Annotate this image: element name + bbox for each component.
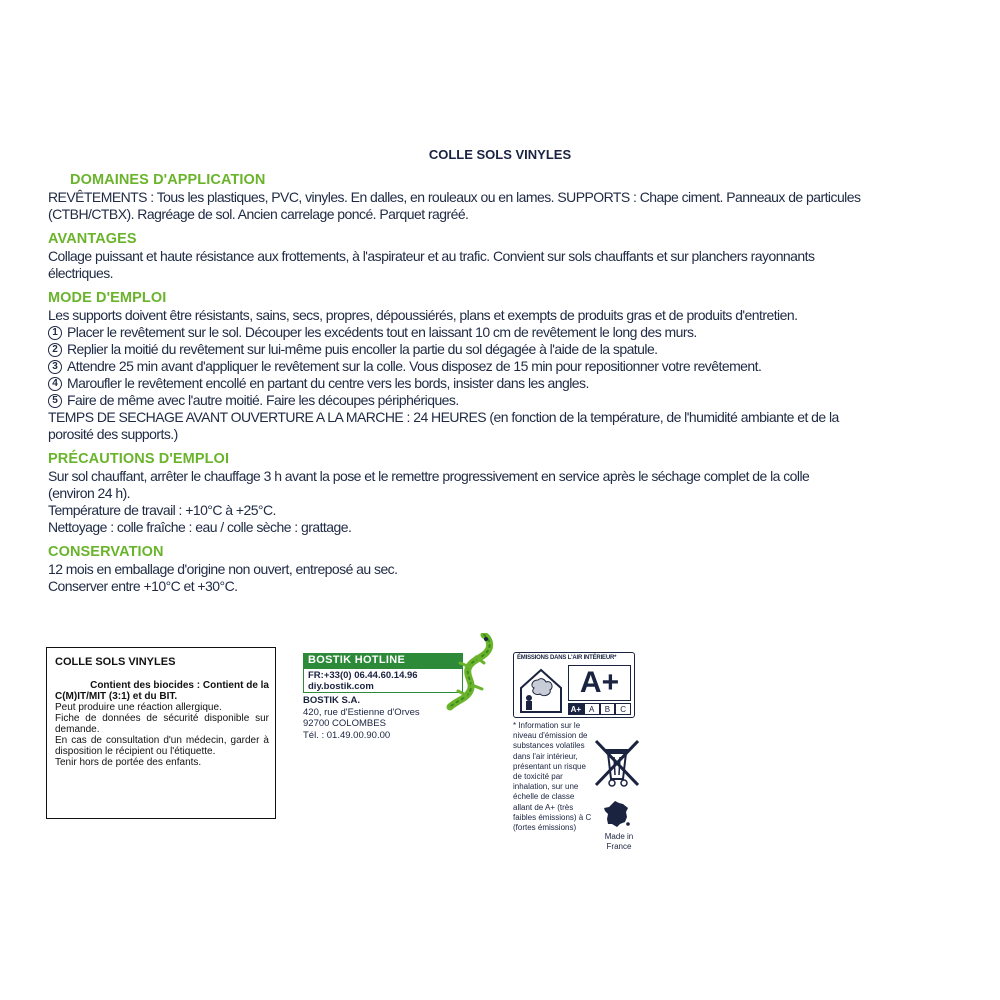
page-title: COLLE SOLS VINYLES [428, 147, 572, 162]
address-line: 420, rue d'Estienne d'Orves [303, 706, 420, 718]
section-precautions [48, 451, 968, 536]
section-domaines [48, 172, 968, 223]
hotline-site: diy.bostik.com [308, 681, 374, 692]
drying-line: porosité des supports.) [48, 426, 178, 442]
step-item [48, 324, 968, 341]
phone-line: Tél. : 01.49.00.90.00 [303, 729, 391, 741]
section-heading: PRÉCAUTIONS D'EMPLOI [48, 451, 230, 467]
scale-item: A+ [568, 703, 584, 715]
emission-grade: A+ [568, 665, 631, 701]
section-mode-emploi [48, 290, 968, 443]
label-text: Tenir hors de portée des enfants. [55, 757, 202, 768]
step-item [48, 341, 968, 358]
hazard-label-box [46, 647, 276, 819]
body-line: Sur sol chauffant, arrêter le chauffage 3 h avant la pose et le remettre progressivement en service après le séchage complet de la colle [48, 468, 810, 484]
step-text: Placer le revêtement sur le sol. Découper les excédents tout en laissant 10 cm de revêtement le long des murs. [67, 324, 697, 340]
step-item [48, 392, 968, 409]
section-heading: MODE D'EMPLOI [48, 290, 167, 306]
company-address [303, 695, 420, 741]
hotline-contact [303, 668, 463, 693]
hotline-phone: FR:+33(0) 06.44.60.14.96 [308, 670, 418, 681]
hotline-bar: BOSTIK HOTLINE [303, 653, 463, 668]
section-heading: DOMAINES D'APPLICATION [70, 172, 266, 188]
gecko-icon [440, 633, 500, 711]
house-icon [518, 666, 564, 714]
crossed-bin-icon [590, 737, 644, 789]
step-text: Attendre 25 min avant d'appliquer le revêtement sur la colle. Vous disposez de 15 min pour repositionner votre revêtement. [67, 358, 762, 374]
body-line: Collage puissant et haute résistance aux frottements, à l'aspirateur et au trafic. Convient sur sols chauffants et sur planchers rayonnants [48, 248, 815, 264]
section-avantages [48, 231, 968, 282]
scale-item: C [615, 703, 631, 715]
body-line: Nettoyage : colle fraîche : eau / colle sèche : grattage. [48, 519, 352, 535]
main-content [48, 172, 968, 603]
body-line: Les supports doivent être résistants, sains, secs, propres, dépoussiérés, plans et exempts de produits gras et de produits d'entretien. [48, 307, 798, 323]
label-text: Peut produire une réaction allergique. [55, 702, 222, 713]
step-number-icon: 2 [48, 343, 62, 357]
emissions-header: ÉMISSIONS DANS L'AIR INTÉRIEUR* [517, 655, 617, 661]
scale-item: B [600, 703, 616, 715]
scale-item: A [584, 703, 600, 715]
step-number-icon: 4 [48, 377, 62, 391]
france-map-icon [603, 800, 631, 828]
address-line: 92700 COLOMBES [303, 718, 386, 729]
body-line: (environ 24 h). [48, 485, 131, 501]
biocides-line: Contient des biocides : Contient de la [90, 680, 269, 691]
step-text: Faire de même avec l'autre moitié. Faire les découpes périphériques. [67, 392, 459, 408]
emissions-note: * Information sur le niveau d'émission de substances volatiles dans l'air intérieur, présentant un risque de toxicité par inhalation, sur une échelle de classe allant de A+ (très faibles émissions) à C (fortes émissions) [513, 721, 592, 833]
label-text: Fiche de données de sécurité disponible sur demande. [55, 713, 269, 735]
body-line: 12 mois en emballage d'origine non ouvert, entreposé au sec. [48, 561, 398, 577]
step-number-icon: 5 [48, 394, 62, 408]
section-heading: CONSERVATION [48, 544, 164, 560]
step-text: Replier la moitié du revêtement sur lui-même puis encoller la partie du sol dégagée à l'aide de la spatule. [67, 341, 658, 357]
step-number-icon: 1 [48, 326, 62, 340]
section-conservation [48, 544, 968, 595]
label-text: En cas de consultation d'un médecin, garder à disposition le récipient ou l'étiquette. [55, 735, 269, 757]
biocides-line: C(M)IT/MIT (3:1) et du BIT. [55, 691, 178, 702]
step-item [48, 375, 968, 392]
emissions-label [513, 652, 635, 718]
step-text: Maroufler le revêtement encollé en partant du centre vers les bords, insister dans les angles. [67, 375, 589, 391]
body-line: (CTBH/CTBX). Ragréage de sol. Ancien carrelage poncé. Parquet ragréé. [48, 206, 469, 222]
emission-scale [568, 703, 631, 715]
body-line: Température de travail : +10°C à +25°C. [48, 502, 276, 518]
made-in-france: Made in France [604, 832, 634, 851]
step-number-icon: 3 [48, 360, 62, 374]
body-line: électriques. [48, 265, 113, 281]
body-line: Conserver entre +10°C et +30°C. [48, 578, 238, 594]
drying-line: TEMPS DE SECHAGE AVANT OUVERTURE A LA MARCHE : 24 HEURES (en fonction de la température, de l'humidité ambiante et de la [48, 409, 839, 425]
step-item [48, 358, 968, 375]
body-line: REVÊTEMENTS : Tous les plastiques, PVC, vinyles. En dalles, en rouleaux ou en lames. SUPPORTS : Chape ciment. Panneaux de particules [48, 189, 861, 205]
section-heading: AVANTAGES [48, 231, 137, 247]
label-title: COLLE SOLS VINYLES [55, 656, 176, 668]
company-name: BOSTIK S.A. [303, 695, 361, 706]
